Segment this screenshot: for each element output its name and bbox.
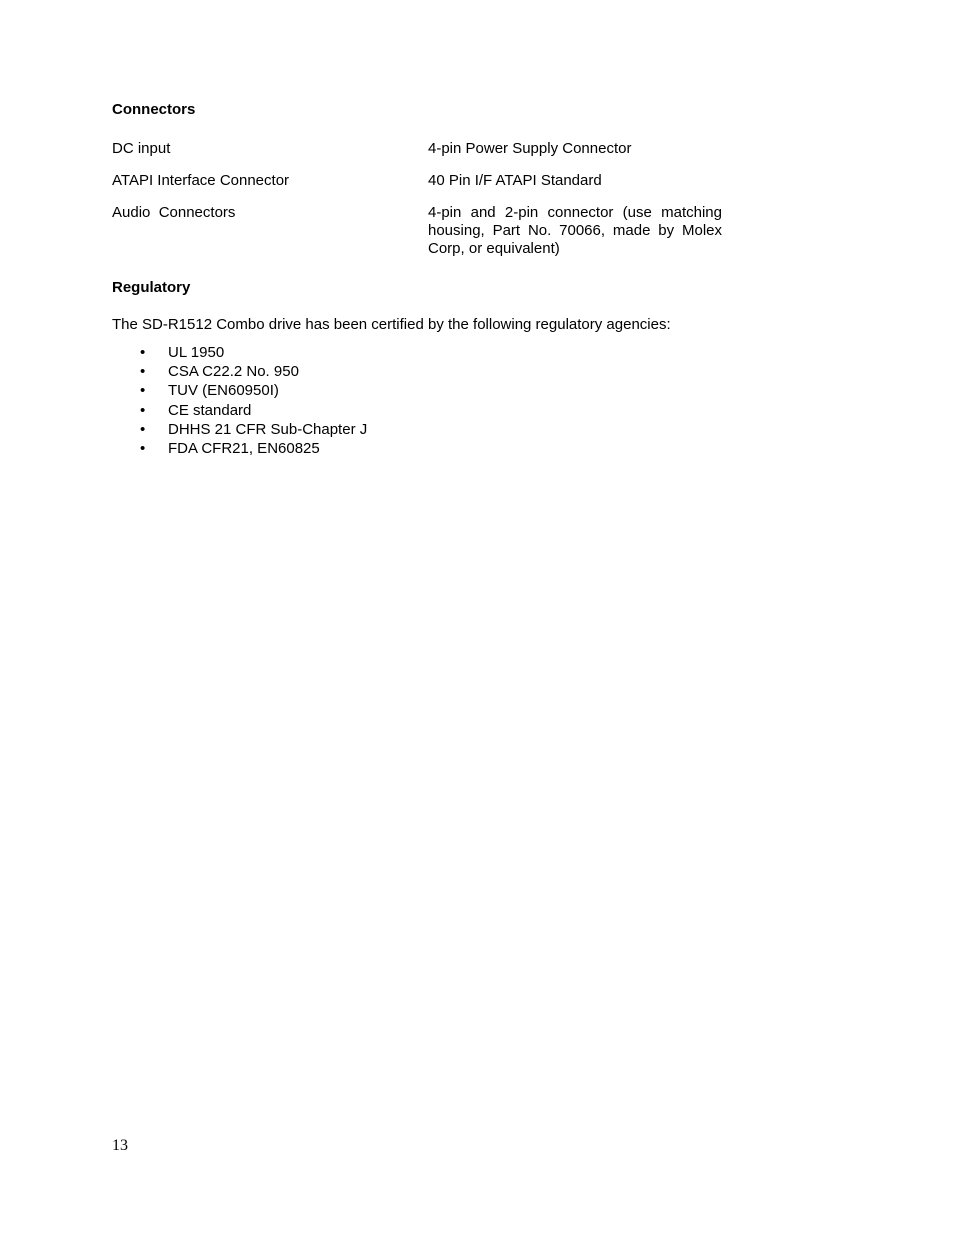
list-item-text: UL 1950 <box>168 344 225 361</box>
connectors-heading: Connectors <box>112 101 196 118</box>
list-item <box>112 362 367 381</box>
spec-label: DC input <box>112 140 171 157</box>
spec-value: 4-pin Power Supply Connector <box>428 140 632 157</box>
spec-label: ATAPI Interface Connector <box>112 172 290 189</box>
list-item-text: FDA CFR21, EN60825 <box>168 439 320 457</box>
list-item <box>112 343 367 362</box>
spec-value: 4-pin and 2-pin connector (use matching housing, Part No. 70066, made by Molex Corp, or equivalent) <box>428 204 722 257</box>
list-item-text: CE standard <box>168 401 252 419</box>
list-item-text: TUV (EN60950I) <box>168 382 279 400</box>
bullet-icon: • <box>140 344 146 361</box>
bullet-icon: • <box>140 382 146 400</box>
regulatory-intro: The SD-R1512 Combo drive has been certified by the following regulatory agencies: <box>112 316 671 333</box>
bullet-icon: • <box>140 401 146 419</box>
list-item <box>112 381 367 400</box>
list-item-text: DHHS 21 CFR Sub-Chapter J <box>168 420 368 438</box>
regulatory-agency-list <box>112 343 367 458</box>
spec-value: 40 Pin I/F ATAPI Standard <box>428 172 602 189</box>
bullet-icon: • <box>140 363 146 381</box>
page-number: 13 <box>112 1137 128 1154</box>
spec-label: Audio Connectors <box>112 204 236 221</box>
list-item <box>112 439 367 458</box>
list-item <box>112 420 367 439</box>
bullet-icon: • <box>140 420 146 438</box>
regulatory-heading: Regulatory <box>112 279 191 296</box>
list-item <box>112 401 367 420</box>
bullet-icon: • <box>140 439 146 457</box>
list-item-text: CSA C22.2 No. 950 <box>168 363 299 381</box>
